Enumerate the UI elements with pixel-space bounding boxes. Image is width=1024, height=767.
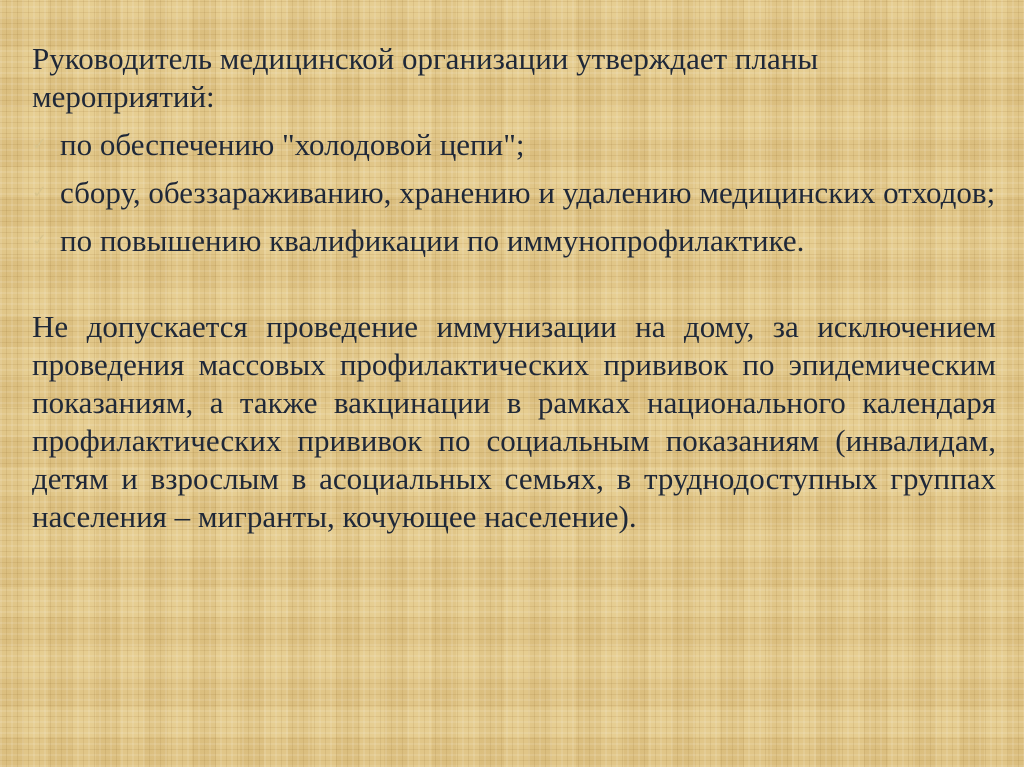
bullet-text: по повышению квалификации по иммунопрофилактике. — [60, 223, 805, 258]
checkmark-icon: ✓ — [32, 134, 48, 155]
checkmark-icon: ✓ — [32, 182, 48, 203]
slide-content — [32, 40, 996, 536]
intro-text: Руководитель медицинской организации утверждает планы мероприятий: — [32, 41, 819, 114]
bullet-text: по обеспечению "холодовой цепи"; — [60, 127, 525, 162]
bullet-list — [32, 126, 996, 260]
bullet-item-qualification — [32, 222, 996, 260]
bullet-item-medical-waste — [32, 174, 996, 212]
bullet-item-cold-chain — [32, 126, 996, 164]
checkmark-icon: ✓ — [32, 230, 48, 251]
bullet-text: сбору, обеззараживанию, хранению и удалению медицинских отходов; — [60, 175, 996, 210]
home-immunization-paragraph: Не допускается проведение иммунизации на дому, за исключением проведения массовых профилактических прививок по эпидемическим показаниям, а также вакцинации в рамках национального календаря профилактических прививок по социальным показаниям (инвалидам, детям и взрослым в асоциальных семьях, в труднодоступных группах населения – мигранты, кочующее население). — [32, 309, 996, 534]
